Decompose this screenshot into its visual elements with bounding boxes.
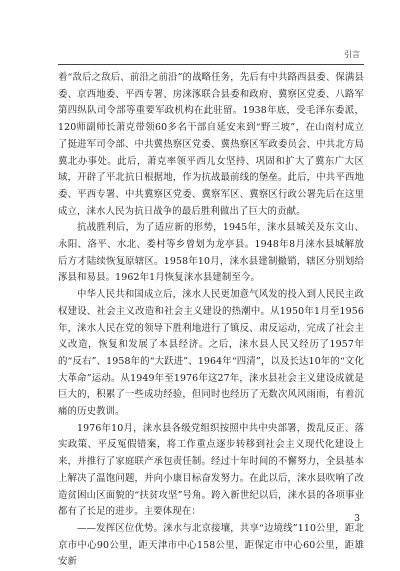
paragraph-5: ——发挥区位优势。涞水与北京接壤，共享“边境线”110公里，距北京市中心90公里，距天津市中心158公里，距保定市中心60公里，距雄安新: [58, 522, 364, 568]
paragraph-2: 抗战胜利后，为了适应新的形势，1945年，涞水县城关及东文山、永阳、洛平、水北、娄村等乡曾划为龙亭县。1948年8月涞水县城解放后方才陆续恢复原辖区。1958年10月，涞水县建制撤销，辖区分别划给涿县和易县。1962年1月恢复涞水县建制至今。: [58, 222, 364, 284]
paragraph-4: 1976年10月，涞水县各级党组织按照中共中央部署，拨乱反正、落实政策、平反冤假错案，将工作重点逐步转移到社会主义现代化建设上来，并推行了家庭联产承包责任制。经过十年时间的不懈努力，全县基本上解决了温饱问题，并向小康目标奋发努力。在此以后，涞水县吹响了改造贫困山区面貌的“扶贫攻坚”号角。跨入新世纪以后，涞水县的各项事业都有了长足的进步。主要体现在：: [58, 422, 364, 518]
paragraph-1: 着“敌后之敌后、前沿之前沿”的战略任务，先后有中共路西县委、保满县委、京西地委、平西专署、房涞涿联合县委和政府、冀察区党委、八路军第四纵队司令部等重要军政机构在此驻留。1938年底，受毛泽东委派，120师副师长萧克带领60多名干部自延安来到“野三坡”，在山南村成立了挺进军司令部、中共冀热察区党委、冀热察区军政委员会、中共北方局冀北办事处。此后，萧克率领平西儿女坚持、巩固和扩大了冀东广大区域，开辟了平北抗日根据地，作为抗战最前线的堡垒。此后，中共平西地委、平西专署、中共冀察区党委、冀察军区、冀察区行政公署先后在这里成立，涞水人民为抗日战争的最后胜利做出了巨大的贡献。: [58, 72, 364, 217]
page-number: 3: [354, 514, 360, 524]
paragraph-3: 中华人民共和国成立后，涞水人民更加意气风发的投入到人民民主政权建设、社会主义改造和社会主义建设的热潮中。从1950年1月至1956年，涞水人民在党的领导下胜利地进行了镇反、肃反运动，完成了社会主义改造，恢复和发展了本县经济。之后，涞水县人民又经历了1957年的“反右”、1958年的“大跃进”、1964年“四清”，以及长达10年的“文化大革命”运动。从1949年至1976年这27年，涞水县社会主义建设成就是巨大的，积累了一些成功经验，但同时也经历了无数次风风雨雨，有着沉痛的历史教训。: [58, 289, 364, 418]
body-text: [58, 70, 364, 571]
header-rule: [58, 64, 364, 65]
running-header-title: 引言: [344, 50, 360, 59]
